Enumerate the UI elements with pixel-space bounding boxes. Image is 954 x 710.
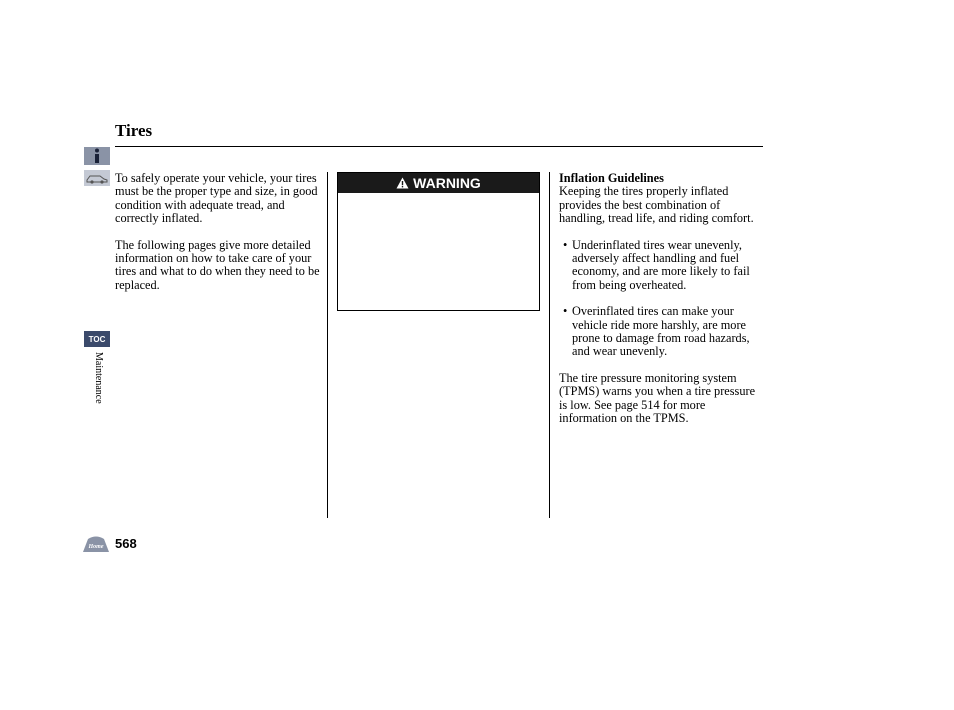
body-paragraph: Keeping the tires properly inflated provides the best combination of handling, tread life, and riding comfort. (559, 184, 754, 226)
body-paragraph: The tire pressure monitoring system (TPMS) warns you when a tire pressure is low. See page 514 for more information on the TPMS. (559, 370, 756, 426)
car-icon[interactable] (84, 170, 110, 186)
list-item-text: Overinflated tires can make your vehicle ride more harshly, are more prone to damage from road hazards, and wear unevenly. (572, 304, 750, 359)
warning-header (338, 173, 539, 193)
column-divider (549, 172, 550, 518)
warning-label: WARNING (413, 175, 481, 191)
intro-column (115, 172, 321, 305)
toc-button[interactable]: TOC (84, 331, 110, 347)
list-item (559, 305, 765, 359)
intro-paragraph: The following pages give more detailed information on how to take care of your tires and what to do when they need to be replaced. (115, 237, 320, 292)
info-icon[interactable] (84, 147, 110, 165)
page-title: Tires (115, 121, 153, 140)
list-item (559, 239, 765, 293)
svg-text:Home: Home (88, 544, 104, 550)
warning-box (337, 172, 540, 311)
home-icon[interactable] (82, 535, 110, 553)
title-divider (115, 146, 763, 147)
section-heading: Inflation Guidelines (559, 171, 664, 185)
inflation-column (559, 172, 765, 439)
list-item-text: Underinflated tires wear unevenly, adversely affect handling and fuel economy, and are more likely to fail from being overheated. (572, 237, 750, 292)
page-number: 568 (115, 536, 137, 551)
bullet-icon: • (563, 237, 568, 252)
warning-triangle-icon (396, 177, 409, 189)
intro-paragraph: To safely operate your vehicle, your tires must be the proper type and size, in good condition with adequate tread, and correctly inflated. (115, 171, 318, 226)
column-divider (327, 172, 328, 518)
bullet-icon: • (563, 304, 568, 319)
section-label: Maintenance (93, 352, 104, 404)
